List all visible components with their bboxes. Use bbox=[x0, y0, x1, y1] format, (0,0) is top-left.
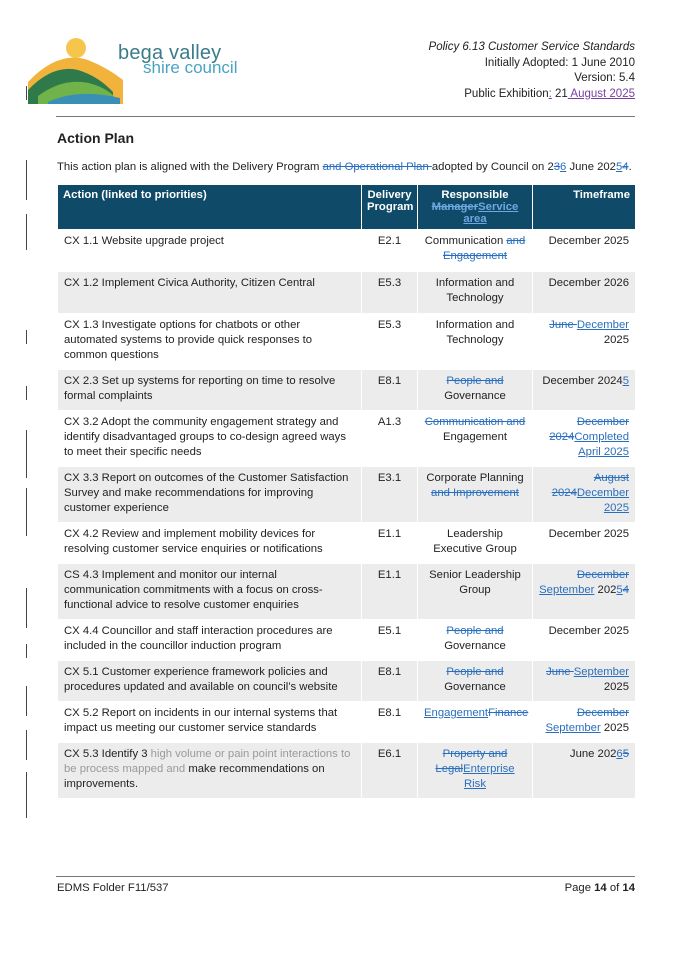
page-prefix: Page bbox=[564, 882, 595, 894]
cell-program: E5.3 bbox=[362, 272, 418, 314]
time-deleted: December bbox=[576, 707, 629, 719]
cell-program: E5.3 bbox=[362, 314, 418, 370]
table-row bbox=[58, 411, 636, 467]
exhibition-colon: : bbox=[548, 87, 552, 100]
cell-timeframe bbox=[533, 743, 636, 799]
time-inserted: December 2025 bbox=[576, 487, 629, 514]
resp-text: Communication bbox=[424, 235, 507, 247]
logo-text-line2: shire council bbox=[143, 58, 238, 77]
resp-deleted: Communication and bbox=[424, 416, 526, 428]
cell-program: E2.1 bbox=[362, 230, 418, 272]
cell-responsible: Senior Leadership Group bbox=[418, 564, 533, 620]
intro-deleted: and Operational Plan bbox=[322, 161, 432, 173]
intro-text-a: This action plan is aligned with the Delivery Program bbox=[57, 161, 323, 173]
time-deleted: December 2024 bbox=[549, 416, 629, 443]
cell-responsible: Information and Technology bbox=[418, 314, 533, 370]
cell-responsible bbox=[418, 661, 533, 702]
cell-program: E3.1 bbox=[362, 467, 418, 523]
cell-timeframe bbox=[533, 564, 636, 620]
intro-text-b: adopted by Council on 2 bbox=[431, 161, 554, 173]
time-deleted: August 2024 bbox=[551, 472, 629, 499]
table-row bbox=[58, 620, 636, 661]
change-bar bbox=[26, 588, 27, 628]
time-text: 2025 bbox=[603, 334, 629, 346]
cell-program: E6.1 bbox=[362, 743, 418, 799]
resp-text: Engagement bbox=[442, 431, 508, 443]
cell-timeframe: December 2025 bbox=[533, 620, 636, 661]
time-deleted: 5 bbox=[622, 748, 629, 760]
cell-program: E1.1 bbox=[362, 523, 418, 564]
cell-responsible bbox=[418, 230, 533, 272]
table-row bbox=[58, 743, 636, 799]
header-responsible-inserted: Service area bbox=[463, 201, 519, 225]
cell-action: CX 5.2 Report on incidents in our internal systems that impact us meeting our customer service standards bbox=[58, 702, 362, 743]
cell-responsible bbox=[418, 467, 533, 523]
cell-timeframe: December 2026 bbox=[533, 272, 636, 314]
table-row bbox=[58, 370, 636, 411]
cell-responsible: Leadership Executive Group bbox=[418, 523, 533, 564]
footer-rule bbox=[56, 876, 635, 877]
cell-action: CX 2.3 Set up systems for reporting on time to resolve formal complaints bbox=[58, 370, 362, 411]
cell-responsible bbox=[418, 411, 533, 467]
header-action: Action (linked to priorities) bbox=[58, 185, 362, 230]
exhibition-date: August 2025 bbox=[567, 87, 635, 100]
action-text-a: CX 5.3 Identify 3 bbox=[64, 748, 151, 760]
header-responsible-deleted: Manager bbox=[431, 201, 479, 213]
change-bar bbox=[26, 730, 27, 760]
table-row bbox=[58, 314, 636, 370]
logo-text-line1: bega valley bbox=[118, 42, 222, 64]
cell-timeframe bbox=[533, 467, 636, 523]
resp-text: Governance bbox=[444, 390, 506, 402]
intro-inserted-3: 5 bbox=[615, 161, 623, 173]
header-responsible-label: Responsible bbox=[441, 189, 509, 201]
cell-action: CX 5.1 Customer experience framework policies and procedures updated and available on council’s website bbox=[58, 661, 362, 702]
resp-text: Governance bbox=[444, 681, 506, 693]
intro-deleted-2: 3 bbox=[553, 161, 561, 173]
table-row bbox=[58, 230, 636, 272]
cell-program: E5.1 bbox=[362, 620, 418, 661]
cell-program: E8.1 bbox=[362, 702, 418, 743]
resp-deleted: Property and Legal bbox=[435, 748, 508, 775]
time-deleted: June bbox=[549, 319, 577, 331]
cell-responsible bbox=[418, 743, 533, 799]
table-row bbox=[58, 564, 636, 620]
time-inserted: December bbox=[576, 319, 629, 331]
resp-text: Corporate Planning bbox=[426, 472, 524, 484]
cell-responsible bbox=[418, 702, 533, 743]
header-program: Delivery Program bbox=[362, 185, 418, 230]
intro-deleted-3: 4 bbox=[622, 161, 629, 173]
cell-timeframe bbox=[533, 411, 636, 467]
cell-action: CS 4.3 Implement and monitor our internal communication commitments with a focus on cross-functional advice to resolve customer enquiries bbox=[58, 564, 362, 620]
action-text-faint: high volume or pain point interactions to be process mapped and bbox=[64, 748, 351, 775]
footer-folder: EDMS Folder F11/537 bbox=[57, 882, 169, 894]
cell-program: E1.1 bbox=[362, 564, 418, 620]
resp-deleted: Finance bbox=[488, 707, 529, 719]
resp-deleted: People and bbox=[446, 625, 504, 637]
header-timeframe: Timeframe bbox=[533, 185, 636, 230]
action-text-b: make recommendations on improvements. bbox=[64, 763, 325, 790]
cell-timeframe bbox=[533, 314, 636, 370]
page-current: 14 bbox=[594, 882, 607, 894]
cell-timeframe: December 2025 bbox=[533, 230, 636, 272]
intro-text-c: June 202 bbox=[566, 161, 616, 173]
time-inserted: Completed April 2025 bbox=[574, 431, 629, 458]
cell-action: CX 3.3 Report on outcomes of the Customer Satisfaction Survey and make recommendations for improving customer experience bbox=[58, 467, 362, 523]
resp-text: Governance bbox=[444, 640, 506, 652]
cell-action: CX 4.4 Councillor and staff interaction procedures are included in the councillor induction program bbox=[58, 620, 362, 661]
time-inserted: September bbox=[545, 722, 601, 734]
page-of: of bbox=[606, 882, 623, 894]
section-title: Action Plan bbox=[57, 130, 135, 146]
cell-action: CX 1.1 Website upgrade project bbox=[58, 230, 362, 272]
resp-deleted: and Improvement bbox=[431, 487, 519, 499]
table-header-row bbox=[58, 185, 636, 230]
cell-program: A1.3 bbox=[362, 411, 418, 467]
cell-action: CX 1.2 Implement Civica Authority, Citizen Central bbox=[58, 272, 362, 314]
time-inserted: 5 bbox=[622, 375, 629, 387]
exhibition-day: 21 bbox=[551, 87, 568, 100]
time-text: 202 bbox=[594, 584, 617, 596]
header-responsible bbox=[418, 185, 533, 230]
cell-timeframe bbox=[533, 661, 636, 702]
change-bar bbox=[26, 330, 27, 344]
time-inserted: 6 bbox=[616, 748, 623, 760]
action-plan-table bbox=[57, 184, 636, 799]
time-deleted: December bbox=[576, 569, 629, 581]
cell-timeframe: December 2025 bbox=[533, 523, 636, 564]
resp-inserted: Engagement bbox=[424, 707, 489, 719]
header-rule bbox=[56, 116, 635, 117]
cell-responsible: Information and Technology bbox=[418, 272, 533, 314]
exhibition-prefix: Public Exhibition bbox=[464, 87, 549, 100]
footer-page-number bbox=[565, 882, 635, 894]
time-deleted-2: 4 bbox=[622, 584, 629, 596]
resp-deleted: People and bbox=[446, 666, 504, 678]
change-bar bbox=[26, 772, 27, 818]
change-bar bbox=[26, 644, 27, 658]
time-inserted: September bbox=[539, 584, 595, 596]
cell-program: E8.1 bbox=[362, 370, 418, 411]
cell-program: E8.1 bbox=[362, 661, 418, 702]
resp-deleted: People and bbox=[446, 375, 504, 387]
intro-inserted-2: 6 bbox=[560, 161, 567, 173]
document-header-info bbox=[429, 40, 635, 102]
table-row bbox=[58, 523, 636, 564]
version-label: Version: 5.4 bbox=[574, 72, 635, 84]
page-total: 14 bbox=[622, 882, 635, 894]
change-bar bbox=[26, 488, 27, 536]
cell-action: CX 3.2 Adopt the community engagement strategy and identify disadvantaged groups to co-design agreed ways to meet their specific needs bbox=[58, 411, 362, 467]
cell-action: CX 4.2 Review and implement mobility devices for resolving customer service enquiries or notifications bbox=[58, 523, 362, 564]
change-bar bbox=[26, 86, 27, 100]
time-text: December 2024 bbox=[542, 375, 623, 387]
change-bar bbox=[26, 214, 27, 250]
change-bar bbox=[26, 160, 27, 200]
cell-responsible bbox=[418, 620, 533, 661]
change-bar bbox=[26, 686, 27, 716]
intro-text-d: . bbox=[628, 161, 632, 173]
time-inserted-2: 5 bbox=[616, 584, 623, 596]
time-text: June 202 bbox=[569, 748, 617, 760]
time-deleted: June bbox=[546, 666, 574, 678]
intro-paragraph bbox=[57, 161, 632, 173]
cell-action bbox=[58, 743, 362, 799]
exhibition-line bbox=[429, 87, 635, 103]
change-bar bbox=[26, 430, 27, 478]
cell-timeframe bbox=[533, 370, 636, 411]
policy-title: Policy 6.13 Customer Service Standards bbox=[428, 41, 635, 53]
change-bar bbox=[26, 386, 27, 400]
table-row bbox=[58, 702, 636, 743]
adopted-date: Initially Adopted: 1 June 2010 bbox=[484, 56, 635, 69]
resp-deleted: and Engagement bbox=[442, 235, 526, 262]
resp-inserted: Enterprise Risk bbox=[463, 763, 515, 790]
time-text: 2025 bbox=[600, 722, 629, 734]
table-row bbox=[58, 661, 636, 702]
cell-action: CX 1.3 Investigate options for chatbots or other automated systems to provide quick responses to common questions bbox=[58, 314, 362, 370]
time-text: 2025 bbox=[603, 681, 629, 693]
time-inserted: September bbox=[573, 666, 629, 678]
table-row bbox=[58, 272, 636, 314]
cell-timeframe bbox=[533, 702, 636, 743]
table-row bbox=[58, 467, 636, 523]
cell-responsible bbox=[418, 370, 533, 411]
